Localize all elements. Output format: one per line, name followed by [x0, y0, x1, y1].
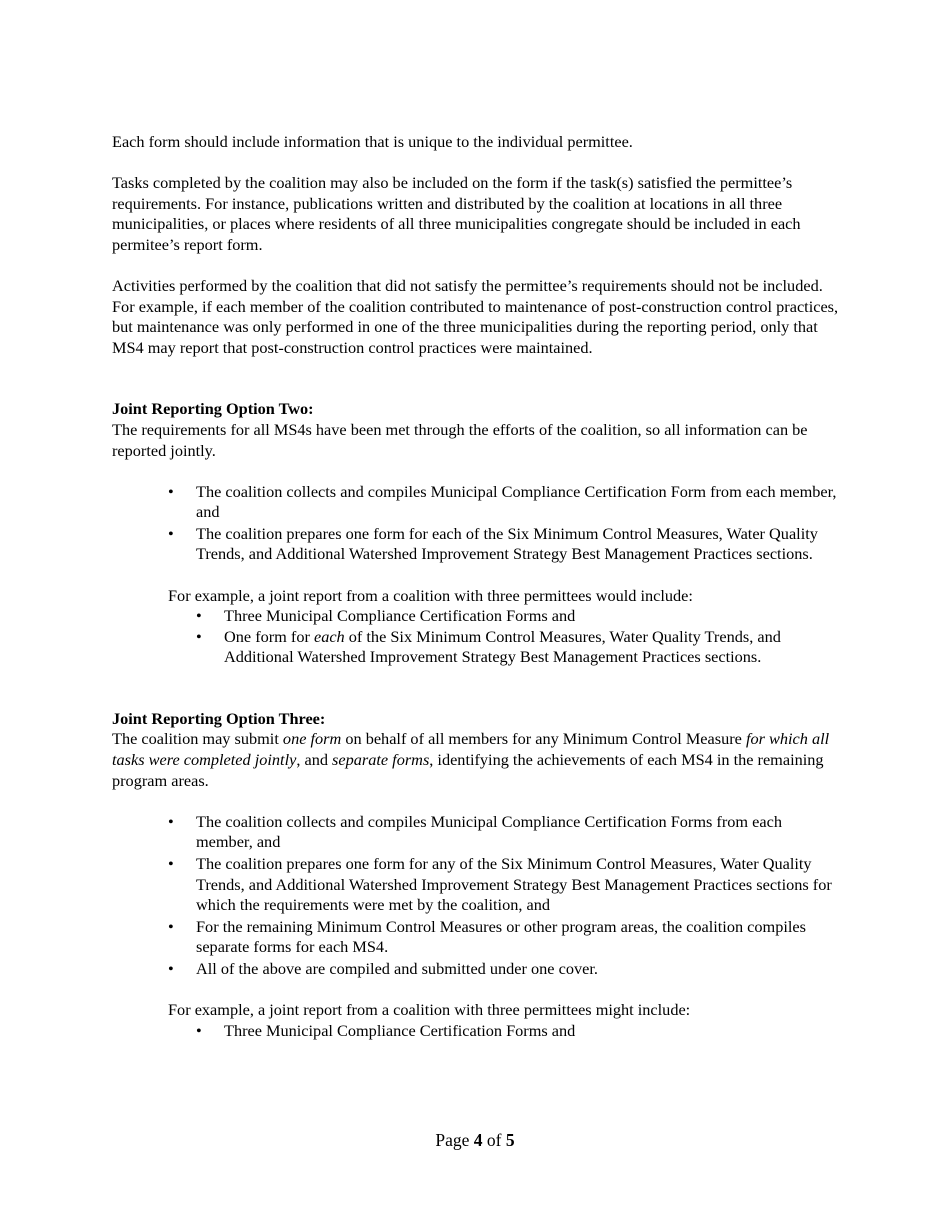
bullet-icon: •: [196, 606, 202, 626]
section-spacer: [112, 668, 842, 689]
option-two-example-intro: For example, a joint report from a coalition with three permittees would include:: [168, 585, 693, 605]
list-item: • The coalition prepares one form for each of the Six Minimum Control Measures, Water Quality Trends, and Additional Watershed Improvement Strategy Best Management Practices sections.: [168, 523, 818, 564]
list-item: • For the remaining Minimum Control Measures or other program areas, the coalition compiles separate forms for each MS4.: [168, 916, 806, 957]
section-spacer: [112, 688, 842, 709]
bullet-icon: •: [168, 481, 174, 501]
page-total: 5: [505, 1130, 515, 1150]
bullet-icon: •: [196, 626, 202, 646]
section-spacer: [112, 379, 842, 400]
list-item: • One form for each of the Six Minimum Control Measures, Water Quality Trends, and Additional Watershed Improvement Strategy Best Management Practices sections.: [196, 626, 781, 667]
of-label: of: [482, 1130, 506, 1150]
option-three-example-intro: For example, a joint report from a coalition with three permittees might include:: [168, 1000, 691, 1019]
option-three-example-list: [196, 1020, 842, 1042]
list-item: • All of the above are compiled and submitted under one cover.: [168, 958, 598, 978]
page-footer: [0, 1130, 950, 1151]
list-item: • Three Municipal Compliance Certification Forms and: [196, 1020, 576, 1040]
bullet-icon: •: [168, 853, 174, 873]
option-three-body: The coalition may submit one form on behalf of all members for any Minimum Control Measure for which all tasks were completed jointly, and separate forms, identifying the achievements of each MS4 in the remaining program areas.: [112, 729, 830, 790]
page-body: [112, 132, 842, 1041]
option-three-bullet-list: [168, 811, 842, 980]
intro-paragraph-1: Each form should include information that is unique to the individual permittee.: [112, 132, 633, 151]
option-two-body: The requirements for all MS4s have been met through the efforts of the coalition, so all information can be reported jointly.: [112, 419, 808, 460]
bullet-icon: •: [168, 916, 174, 936]
option-two-heading: Joint Reporting Option Two:: [112, 399, 314, 419]
bullet-icon: •: [168, 523, 174, 543]
list-item: • Three Municipal Compliance Certification Forms and: [196, 606, 576, 626]
bullet-icon: •: [196, 1020, 202, 1040]
page-label: Page: [435, 1130, 474, 1150]
list-item: • The coalition collects and compiles Municipal Compliance Certification Forms from each member, and: [168, 811, 782, 852]
option-two-example-list: [196, 606, 842, 668]
list-item: • The coalition prepares one form for any of the Six Minimum Control Measures, Water Quality Trends, and Additional Watershed Improvement Strategy Best Management Practices sections for which the requirements were met by the coalition, and: [168, 853, 832, 915]
page-number: 4: [473, 1130, 483, 1150]
bullet-icon: •: [168, 958, 174, 978]
list-item: • The coalition collects and compiles Municipal Compliance Certification Form from each member, and: [168, 481, 837, 522]
intro-paragraph-2: Tasks completed by the coalition may also be included on the form if the task(s) satisfied the permittee’s requirements. For instance, publications written and distributed by the coalition at locations in all three municipalities, or places where residents of all three municipalities congregate should be included in each permitee’s report form.: [112, 173, 801, 254]
option-two-bullet-list: [168, 481, 842, 565]
intro-paragraph-3: Activities performed by the coalition that did not satisfy the permittee’s requirements should not be included. For example, if each member of the coalition contributed to maintenance of post-construction control practices, but maintenance was only performed in one of the three municipalities during the reporting period, only that MS4 may report that post-construction control practices were maintained.: [112, 275, 839, 357]
bullet-icon: •: [168, 811, 174, 831]
option-three-heading: Joint Reporting Option Three:: [112, 708, 326, 728]
